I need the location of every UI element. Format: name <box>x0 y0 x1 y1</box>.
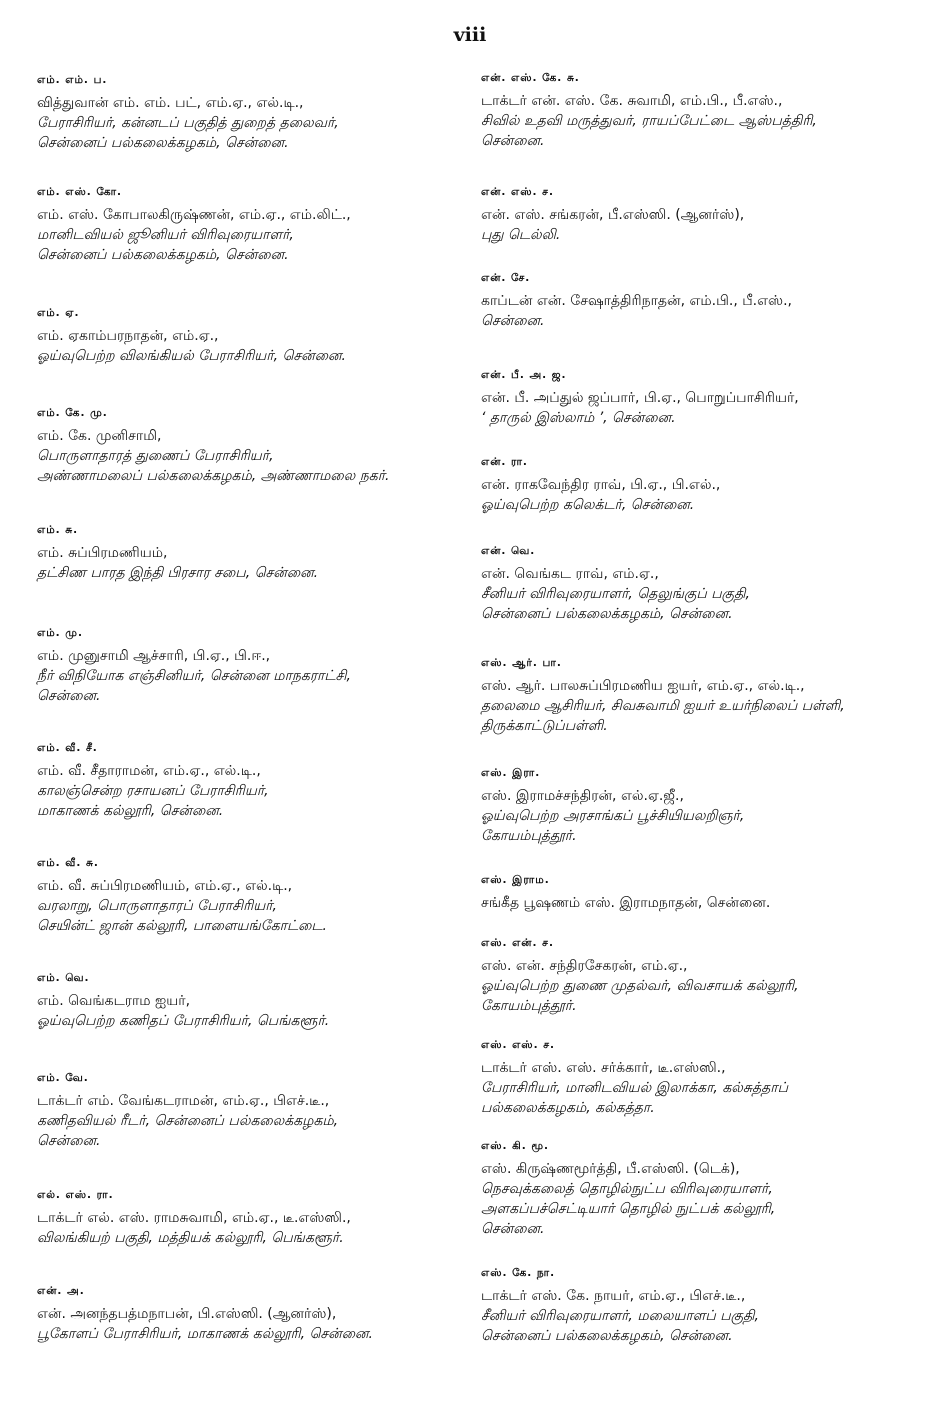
contributor-detail: கோயம்புத்தூர். <box>481 828 577 844</box>
contributor-entry <box>37 740 477 821</box>
contributor-entry <box>481 70 921 151</box>
contributor-detail: சீனியர் விரிவுரையாளர், தெலுங்குப் பகுதி, <box>481 586 750 602</box>
contributor-abbreviation: என். அ. <box>37 1285 85 1297</box>
contributor-name: எம். கே. முனிசாமி, <box>37 428 162 444</box>
contributor-name: எம். ஏகாம்பரநாதன், எம்.ஏ., <box>37 328 219 344</box>
contributor-name: டாக்டர் என். எஸ். கே. சுவாமி, எம்.பி., பீ.எஸ்., <box>481 93 783 109</box>
contributor-name: எம். வீ. சுப்பிரமணியம், எம்.ஏ., எல்.டி., <box>37 878 293 894</box>
contributor-entry <box>37 72 477 153</box>
contributor-detail: சென்னை. <box>481 313 545 329</box>
contributor-abbreviation: எம். வே. <box>37 1072 89 1084</box>
contributor-name: வித்துவான் எம். எம். பட், எம்.ஏ., எல்.டி., <box>37 95 304 111</box>
contributor-abbreviation: எஸ். எஸ். ச. <box>481 1039 556 1051</box>
contributor-abbreviation: எம். ஏ. <box>37 307 80 319</box>
contributor-abbreviation: என். எஸ். ச. <box>481 186 554 198</box>
contributor-name: சங்கீத பூஷணம் எஸ். இராமநாதன், சென்னை. <box>481 895 771 911</box>
contributor-detail: மானிடவியல் ஜூனியர் விரிவுரையாளர், <box>37 227 294 243</box>
contributor-name: எம். முனுசாமி ஆச்சாரி, பி.ஏ., பி.ஈ., <box>37 648 271 664</box>
contributor-detail: தட்சிண பாரத இந்தி பிரசார சபை, சென்னை. <box>37 565 319 581</box>
contributor-entry <box>481 872 921 913</box>
contributor-name: என். வெங்கட ராவ், எம்.ஏ., <box>481 566 659 582</box>
contributor-detail: ‘ தாருல் இஸ்லாம் ’, சென்னை. <box>481 410 676 426</box>
contributor-abbreviation: எஸ். கே. நா. <box>481 1267 556 1279</box>
contributor-entry <box>37 1070 477 1151</box>
contributor-name: காப்டன் என். சேஷாத்திரிநாதன், எம்.பி., பீ.எஸ்., <box>481 293 792 309</box>
contributor-detail: ஓய்வுபெற்ற துணை முதல்வர், விவசாயக் கல்லூரி, <box>481 978 799 994</box>
contributor-name: டாக்டர் எம். வேங்கடராமன், எம்.ஏ., பிஎச்.டீ., <box>37 1093 330 1109</box>
contributor-abbreviation: எம். வெ. <box>37 972 90 984</box>
contributor-abbreviation: எம். சு. <box>37 524 79 536</box>
contributor-detail: சிவில் உதவி மருத்துவர், ராயப்பேட்டை ஆஸ்பத்திரி, <box>481 113 817 129</box>
contributor-detail: சென்னை. <box>481 1221 545 1237</box>
contributor-entry <box>481 765 921 846</box>
contributor-entry <box>37 184 477 265</box>
contributor-abbreviation: எஸ். இரா. <box>481 767 541 779</box>
contributor-name: என். பீ. அப்துல் ஜப்பார், பி.ஏ., பொறுப்பாசிரியர், <box>481 390 799 406</box>
contributor-abbreviation: எம். எஸ். கோ. <box>37 186 123 198</box>
contributor-entry <box>481 454 921 515</box>
contributor-name: டாக்டர் எஸ். எஸ். சர்க்கார், டீ.எஸ்ஸி., <box>481 1060 726 1076</box>
contributor-abbreviation: என். சே. <box>481 272 531 284</box>
contributor-entry <box>37 405 477 486</box>
contributor-abbreviation: எம். கே. மு. <box>37 407 108 419</box>
contributor-detail: அண்ணாமலைப் பல்கலைக்கழகம், அண்ணாமலை நகர். <box>37 468 390 484</box>
contributor-abbreviation: எம். மு. <box>37 627 83 639</box>
contributor-name: என். ராகவேந்திர ராவ், பி.ஏ., பி.எல்., <box>481 477 721 493</box>
contributor-detail: ஓய்வுபெற்ற கலெக்டர், சென்னை. <box>481 497 695 513</box>
contributor-abbreviation: என். பீ. அ. ஜ. <box>481 369 567 381</box>
contributor-name: எம். வீ. சீதாராமன், எம்.ஏ., எல்.டி., <box>37 763 261 779</box>
contributor-detail: சென்னைப் பல்கலைக்கழகம், சென்னை. <box>37 135 289 151</box>
contributor-name: எஸ். கிருஷ்ணமூர்த்தி, பீ.எஸ்ஸி. (டெக்), <box>481 1161 740 1177</box>
contributor-entry <box>37 1283 477 1344</box>
contributor-entry <box>37 1187 477 1248</box>
contributor-detail: சென்னைப் பல்கலைக்கழகம், சென்னை. <box>481 1328 733 1344</box>
contributor-entry <box>481 1037 921 1118</box>
contributor-abbreviation: எம். எம். ப. <box>37 74 108 86</box>
contributor-detail: சீனியர் விரிவுரையாளர், மலையாளப் பகுதி, <box>481 1308 759 1324</box>
contributor-detail: ஓய்வுபெற்ற விலங்கியல் பேராசிரியர், சென்னை. <box>37 348 346 364</box>
contributor-entry <box>481 184 921 245</box>
contributor-name: எம். சுப்பிரமணியம், <box>37 545 168 561</box>
contributor-name: டாக்டர் எல். எஸ். ராமசுவாமி, எம்.ஏ., டீ.எஸ்ஸி., <box>37 1210 351 1226</box>
contributor-detail: புது டெல்லி. <box>481 227 561 243</box>
contributor-name: என். எஸ். சங்கரன், பீ.எஸ்ஸி. (ஆனர்ஸ்), <box>481 207 745 223</box>
contributor-detail: மாகாணக் கல்லூரி, சென்னை. <box>37 803 224 819</box>
contributor-detail: சென்னைப் பல்கலைக்கழகம், சென்னை. <box>37 247 289 263</box>
contributor-abbreviation: என். ரா. <box>481 456 528 468</box>
contributor-detail: ஓய்வுபெற்ற கணிதப் பேராசிரியர், பெங்களூர். <box>37 1013 330 1029</box>
contributor-detail: செயின்ட் ஜான் கல்லூரி, பாளையங்கோட்டை. <box>37 918 327 934</box>
contributor-entry <box>37 522 477 583</box>
contributor-detail: பேராசிரியர், கன்னடப் பகுதித் துறைத் தலைவர், <box>37 115 339 131</box>
contributor-detail: நீர் விநியோக எஞ்சினியர், சென்னை மாநகராட்சி, <box>37 668 351 684</box>
contributor-name: எம். எஸ். கோபாலகிருஷ்ணன், எம்.ஏ., எம்.லிட்., <box>37 207 351 223</box>
contributor-abbreviation: எஸ். கி. மூ. <box>481 1140 549 1152</box>
contributor-detail: பொருளாதாரத் துணைப் பேராசிரியர், <box>37 448 274 464</box>
contributor-detail: நெசவுக்கலைத் தொழில்நுட்ப விரிவுரையாளர், <box>481 1181 773 1197</box>
contributor-name: எம். வெங்கடராம ஐயர், <box>37 993 191 1009</box>
contributor-detail: கணிதவியல் ரீடர், சென்னைப் பல்கலைக்கழகம், <box>37 1113 339 1129</box>
contributor-detail: ஓய்வுபெற்ற அரசாங்கப் பூச்சியியலறிஞர், <box>481 808 745 824</box>
contributor-detail: சென்னை. <box>37 688 101 704</box>
contributor-abbreviation: என். வெ. <box>481 545 536 557</box>
contributor-detail: காலஞ்சென்ற ரசாயனப் பேராசிரியர், <box>37 783 269 799</box>
contributor-detail: அளகப்பச்செட்டியார் தொழில் நுட்பக் கல்லூரி, <box>481 1201 776 1217</box>
contributor-entry <box>37 305 477 366</box>
contributor-name: டாக்டர் எஸ். கே. நாயர், எம்.ஏ., பிஎச்.டீ., <box>481 1288 746 1304</box>
contributor-entry <box>37 855 477 936</box>
contributor-name: எஸ். இராமச்சந்திரன், எல்.ஏ.ஜீ., <box>481 788 684 804</box>
contributor-detail: பேராசிரியர், மானிடவியல் இலாக்கா, கல்சுத்தாப் <box>481 1080 788 1096</box>
contributor-abbreviation: எஸ். இராம. <box>481 874 550 886</box>
contributor-detail: சென்னை. <box>37 1133 101 1149</box>
contributor-detail: கோயம்புத்தூர். <box>481 998 577 1014</box>
contributor-detail: சென்னைப் பல்கலைக்கழகம், சென்னை. <box>481 606 733 622</box>
contributor-entry <box>481 935 921 1016</box>
contributor-entry <box>37 625 477 706</box>
contributor-entry <box>481 1265 921 1346</box>
contributor-entry <box>481 543 921 624</box>
contributor-detail: சென்னை. <box>481 133 545 149</box>
contributor-detail: பல்கலைக்கழகம், கல்கத்தா. <box>481 1100 655 1116</box>
contributor-entry <box>481 367 921 428</box>
contributor-abbreviation: எஸ். ஆர். பா. <box>481 657 562 669</box>
contributor-abbreviation: என். எஸ். கே. சு. <box>481 72 580 84</box>
contributor-detail: விலங்கியற் பகுதி, மத்தியக் கல்லூரி, பெங்களூர். <box>37 1230 344 1246</box>
contributor-entry <box>481 1138 921 1239</box>
contributor-detail: பூகோளப் பேராசிரியர், மாகாணக் கல்லூரி, சென்னை. <box>37 1326 373 1342</box>
contributor-abbreviation: எம். வீ. சீ. <box>37 742 98 754</box>
contributor-entry <box>481 270 921 331</box>
contributor-entry <box>37 970 477 1031</box>
contributor-name: எஸ். ஆர். பாலசுப்பிரமணிய ஐயர், எம்.ஏ., எல்.டி., <box>481 678 805 694</box>
contributor-abbreviation: எஸ். என். ச. <box>481 937 554 949</box>
contributor-detail: வரலாறு, பொருளாதாரப் பேராசிரியர், <box>37 898 277 914</box>
contributor-detail: திருக்காட்டுப்பள்ளி. <box>481 718 608 734</box>
contributor-detail: தலைமை ஆசிரியர், சிவசுவாமி ஐயர் உயர்நிலைப் பள்ளி, <box>481 698 845 714</box>
contributor-name: என். அனந்தபத்மநாபன், பி.எஸ்ஸி. (ஆனர்ஸ்), <box>37 1306 337 1322</box>
contributor-entry <box>481 655 921 736</box>
page-number: viii <box>453 24 487 46</box>
contributor-name: எஸ். என். சந்திரசேகரன், எம்.ஏ., <box>481 958 688 974</box>
contributor-abbreviation: எம். வீ. சு. <box>37 857 99 869</box>
contributor-abbreviation: எல். எஸ். ரா. <box>37 1189 114 1201</box>
